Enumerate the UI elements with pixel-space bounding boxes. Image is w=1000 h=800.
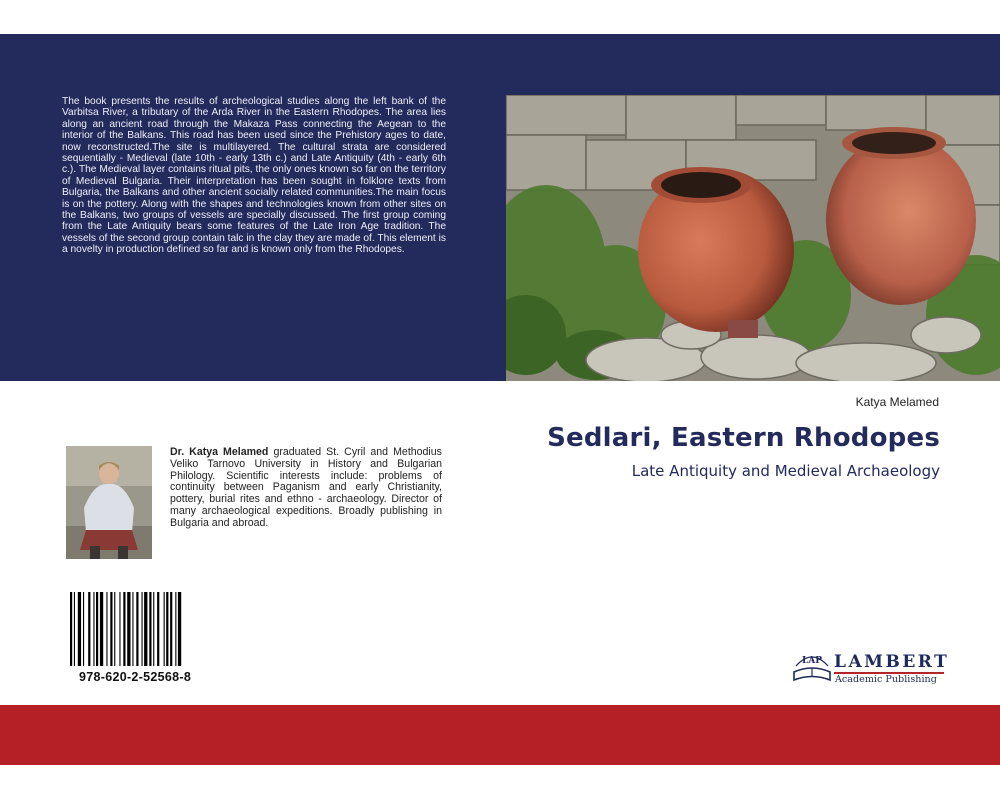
publisher-tagline: Academic Publishing	[835, 674, 937, 685]
bottom-red-band	[0, 705, 1000, 765]
barcode-bar	[142, 592, 143, 666]
barcode-bar	[132, 592, 133, 666]
barcode-bar	[157, 592, 159, 666]
barcode-bar	[170, 592, 172, 666]
back-cover-blurb: The book presents the results of archeological studies along the left bank of the Varbitsa River, a tributary of the Arda River in the Eastern Rhodopes. The area lies along an ancient road through the Makaza Pass connecting the Aegean to the interior of the Balkans. This road has been used since the Prehistory ages to date, now reconstructed.The site is multilayered. The cultural strata are considered sequentially - Medieval (late 10th - early 13th c.) and Late Antiquity (4th - early 6th c.). The Medieval layer contains ritual pits, the only ones known so far on the territory of Medieval Bulgaria. Their interpretation has been sought in folklore texts from Bulgaria, the Balkans and other ancient socially related communities.The main focus is on the pottery. Along with the shapes and technologies known from other sites on the Balkans, two groups of vessels are specially discussed. The first group coming from the Late Antiquity bears some features of the Late Iron Age tradition. The vessels of the second group contain talc in the clay they are made of. This element is a novelty in production defined so far and is known only from the Rhodopes.	[62, 96, 446, 256]
isbn-number: 978-620-2-52568-8	[79, 670, 192, 684]
barcode-bar	[149, 592, 151, 666]
barcode-bar	[96, 592, 98, 666]
cover-photo-clay-pots	[506, 95, 1000, 381]
barcode-bar	[74, 592, 75, 666]
barcode-bar	[78, 592, 81, 666]
barcode-bar	[83, 592, 84, 666]
barcode-bar	[164, 592, 165, 666]
barcode-bar	[127, 592, 130, 666]
barcode-bar	[123, 592, 125, 666]
barcode-bar	[114, 592, 115, 666]
bio-text: graduated St. Cyril and Methodius Veliko Tarnovo University in History and Bulgarian Philology. Scientific interests include: problems of continuity between Paganism and early Christianity, pottery, burial rites and ethno - archaeology. Director of many archaeological expeditions. Broadly publishing in Bulgaria and abroad.	[170, 446, 442, 529]
barcode-bar	[166, 592, 168, 666]
barcode-bar	[110, 592, 112, 666]
isbn-barcode	[68, 592, 210, 666]
barcode-bar	[119, 592, 120, 666]
book-subtitle: Late Antiquity and Medieval Archaeology	[631, 462, 940, 480]
author-bio	[170, 447, 442, 530]
barcode-bar	[136, 592, 138, 666]
lambert-logo	[790, 646, 950, 688]
bio-author-name: Dr. Katya Melamed	[170, 446, 269, 458]
barcode-bar	[144, 592, 147, 666]
cover-author-name: Katya Melamed	[855, 395, 939, 409]
barcode-bar	[100, 592, 103, 666]
barcode-bar	[70, 592, 72, 666]
barcode-bar	[88, 592, 90, 666]
barcode-bar	[175, 592, 176, 666]
publisher-name: LAMBERT	[834, 652, 950, 672]
book-title: Sedlari, Eastern Rhodopes	[547, 423, 940, 453]
author-portrait	[66, 446, 152, 559]
barcode-bar	[93, 592, 94, 666]
lap-book-icon	[790, 646, 834, 688]
barcode-bar	[106, 592, 107, 666]
lap-mark-text: LAP	[801, 656, 823, 666]
barcode-bar	[153, 592, 154, 666]
barcode-bar	[178, 592, 181, 666]
